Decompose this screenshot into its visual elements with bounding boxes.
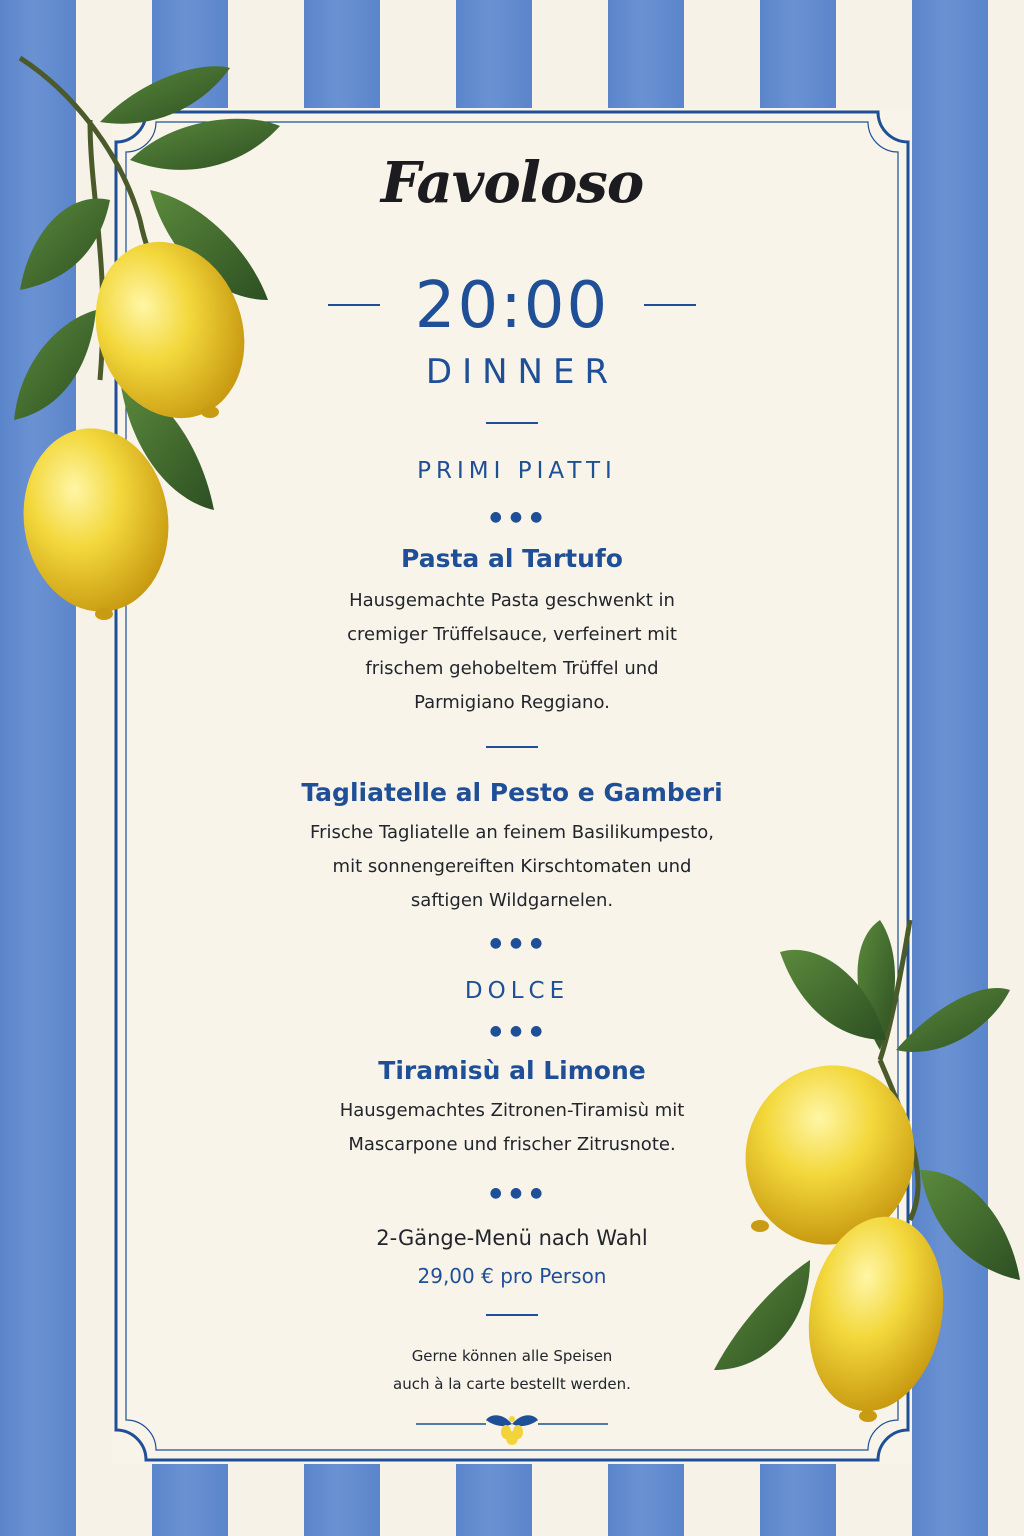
dots-divider: ●●● [489,935,551,951]
dish-description: Frische Tagliatelle an feinem Basilikumpesto, mit sonnengereiften Kirschtomaten und saftigen Wildgarnelen. [310,822,714,911]
dots-divider: ●●● [489,1185,551,1201]
dish-name: Tiramisù al Limone [378,1056,646,1085]
dots-divider: ●●● [489,1023,551,1039]
dots-divider: ●●● [489,509,551,525]
menu-price: 29,00 € pro Person [417,1264,607,1288]
dish-description: Hausgemachte Pasta geschwenkt in cremiger Trüffelsauce, verfeinert mit frischem gehobeltem Trüffel und Parmigiano Reggiano. [347,590,677,713]
section-title-dolce: DOLCE [464,978,570,1004]
section-title-primi: PRIMI PIATTI [417,458,617,484]
dish-description: Hausgemachtes Zitronen-Tiramisù mit Mascarpone und frischer Zitrusnote. [339,1100,685,1155]
ornament-icon [416,1406,608,1446]
divider-rule [486,1314,538,1316]
dinner-time: 20:00 [414,269,610,343]
dish-name: Pasta al Tartufo [401,544,623,573]
menu-offer-title: 2-Gänge-Menü nach Wahl [376,1226,648,1250]
divider-rule [486,422,538,424]
dish-name: Tagliatelle al Pesto e Gamberi [301,778,723,807]
meal-label: DINNER [425,352,619,392]
brand-title: Favoloso [380,150,644,216]
lemon-branch-icon [0,40,320,660]
lemon-branch-icon [700,900,1024,1440]
divider-rule [486,746,538,748]
a-la-carte-note: Gerne können alle Speisen auch à la carte bestellt werden. [393,1347,631,1393]
time-right-line [644,304,696,306]
